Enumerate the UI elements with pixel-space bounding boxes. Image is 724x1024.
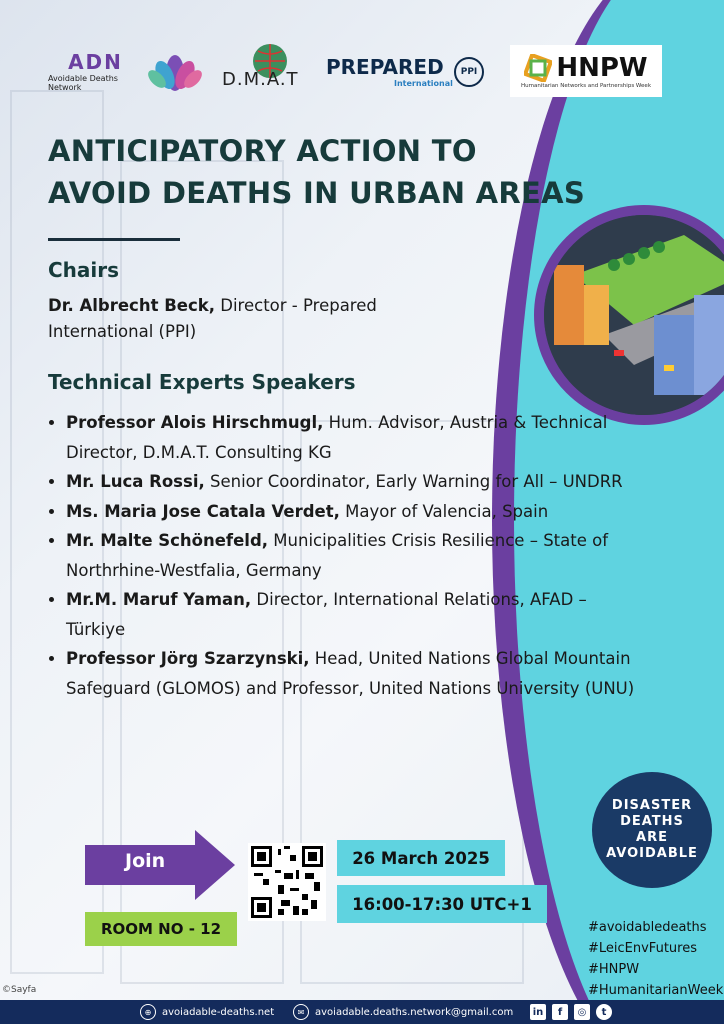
lotus-icon [146, 45, 204, 97]
speaker-name: Mr.M. Maruf Yaman, [66, 590, 252, 609]
speaker-name: Ms. Maria Jose Catala Verdet, [66, 501, 340, 521]
prepared-logo [326, 45, 486, 97]
speaker-role: Municipalities Crisis Resilience – State of Northrhine-Westfalia, Germany [66, 531, 609, 580]
footer-bar [0, 1000, 724, 1024]
facebook-icon[interactable]: f [552, 1004, 568, 1020]
dmat-logo [220, 45, 302, 97]
hnpw-logo [510, 45, 662, 97]
page-title [48, 130, 608, 214]
speaker-name: Mr. Luca Rossi, [66, 472, 205, 491]
website-text: avoiadable-deaths.net [162, 1006, 275, 1018]
adn-text: Avoidable Deaths Network [48, 74, 118, 92]
hashtag: #avoidabledeaths [588, 920, 707, 935]
website-link[interactable] [140, 1004, 274, 1020]
adn-logo [48, 45, 143, 97]
hashtag: #HNPW [588, 962, 640, 977]
hnpw-subtext: Humanitarian Networks and Partnerships Week [521, 83, 651, 89]
logo-bar [48, 45, 664, 100]
prepared-subtext: International [394, 78, 453, 88]
dmat-text: D.M.A.T [222, 69, 299, 90]
speaker-role: Director, International Relations, AFAD – Türkiye [66, 590, 587, 639]
speaker-item [66, 408, 636, 467]
adn-mark: ADN [68, 50, 123, 74]
instagram-icon[interactable]: ◎ [574, 1004, 590, 1020]
speaker-item [66, 467, 636, 497]
badge-line: DISASTER [611, 798, 693, 813]
hashtag-list [588, 917, 723, 1001]
speaker-name: Professor Jörg Szarzynski, [66, 649, 310, 668]
join-label: Join [125, 850, 166, 872]
speaker-name: Mr. Malte Schönefeld, [66, 531, 269, 550]
hashtag: #HumanitarianWeek [588, 983, 724, 998]
speaker-role: Head, United Nations Global Mountain Safeguard (GLOMOS) and Professor, United Nations University (UNU) [66, 649, 635, 698]
chair-name: Dr. Albrecht Beck, [48, 296, 216, 315]
slogan-badge [592, 772, 712, 888]
join-button[interactable] [85, 830, 255, 900]
photo-credit: ©Sayfa [2, 985, 37, 995]
speakers-list [48, 408, 636, 703]
speaker-item [66, 644, 636, 703]
speaker-item [66, 526, 636, 585]
hnpw-text: HNPW [556, 53, 648, 83]
title-line-1: ANTICIPATORY ACTION TO [48, 134, 477, 168]
speaker-role: Mayor of Valencia, Spain [339, 501, 549, 521]
title-line-2: AVOID DEATHS IN URBAN AREAS [48, 176, 586, 210]
arrow-icon [85, 830, 255, 900]
linkedin-icon[interactable]: in [530, 1004, 546, 1020]
badge-line: ARE [636, 830, 668, 845]
chairs-heading: Chairs [48, 258, 120, 282]
room-number: ROOM NO - 12 [85, 912, 237, 946]
email-text: avoiadable.deaths.network@gmail.com [315, 1006, 514, 1018]
twitter-icon[interactable]: t [596, 1004, 612, 1020]
event-time: 16:00-17:30 UTC+1 [337, 885, 547, 923]
event-date: 26 March 2025 [337, 840, 505, 876]
social-links [530, 1004, 612, 1020]
ppi-badge: PPI [454, 57, 484, 87]
hnpw-mark-icon [524, 54, 552, 82]
email-link[interactable] [293, 1004, 513, 1020]
badge-line: DEATHS [620, 814, 684, 829]
chair-role: Director - Prepared International (PPI) [48, 296, 377, 341]
speaker-role: Hum. Advisor, Austria & Technical Director, D.M.A.T. Consulting KG [66, 413, 608, 462]
qr-code[interactable] [248, 843, 326, 921]
speaker-role: Senior Coordinator, Early Warning for All – UNDRR [204, 472, 623, 491]
chair-entry [48, 293, 428, 345]
badge-line: AVOIDABLE [606, 846, 698, 861]
title-divider [48, 238, 180, 241]
globe-icon: ⊕ [140, 1004, 156, 1020]
prepared-text: PREPARED [326, 54, 444, 79]
speakers-heading: Technical Experts Speakers [48, 370, 356, 394]
hashtag: #LeicEnvFutures [588, 941, 697, 956]
mail-icon: ✉ [293, 1004, 309, 1020]
speaker-item [66, 585, 636, 644]
speaker-name: Professor Alois Hirschmugl, [66, 413, 324, 432]
speaker-item [66, 497, 636, 527]
